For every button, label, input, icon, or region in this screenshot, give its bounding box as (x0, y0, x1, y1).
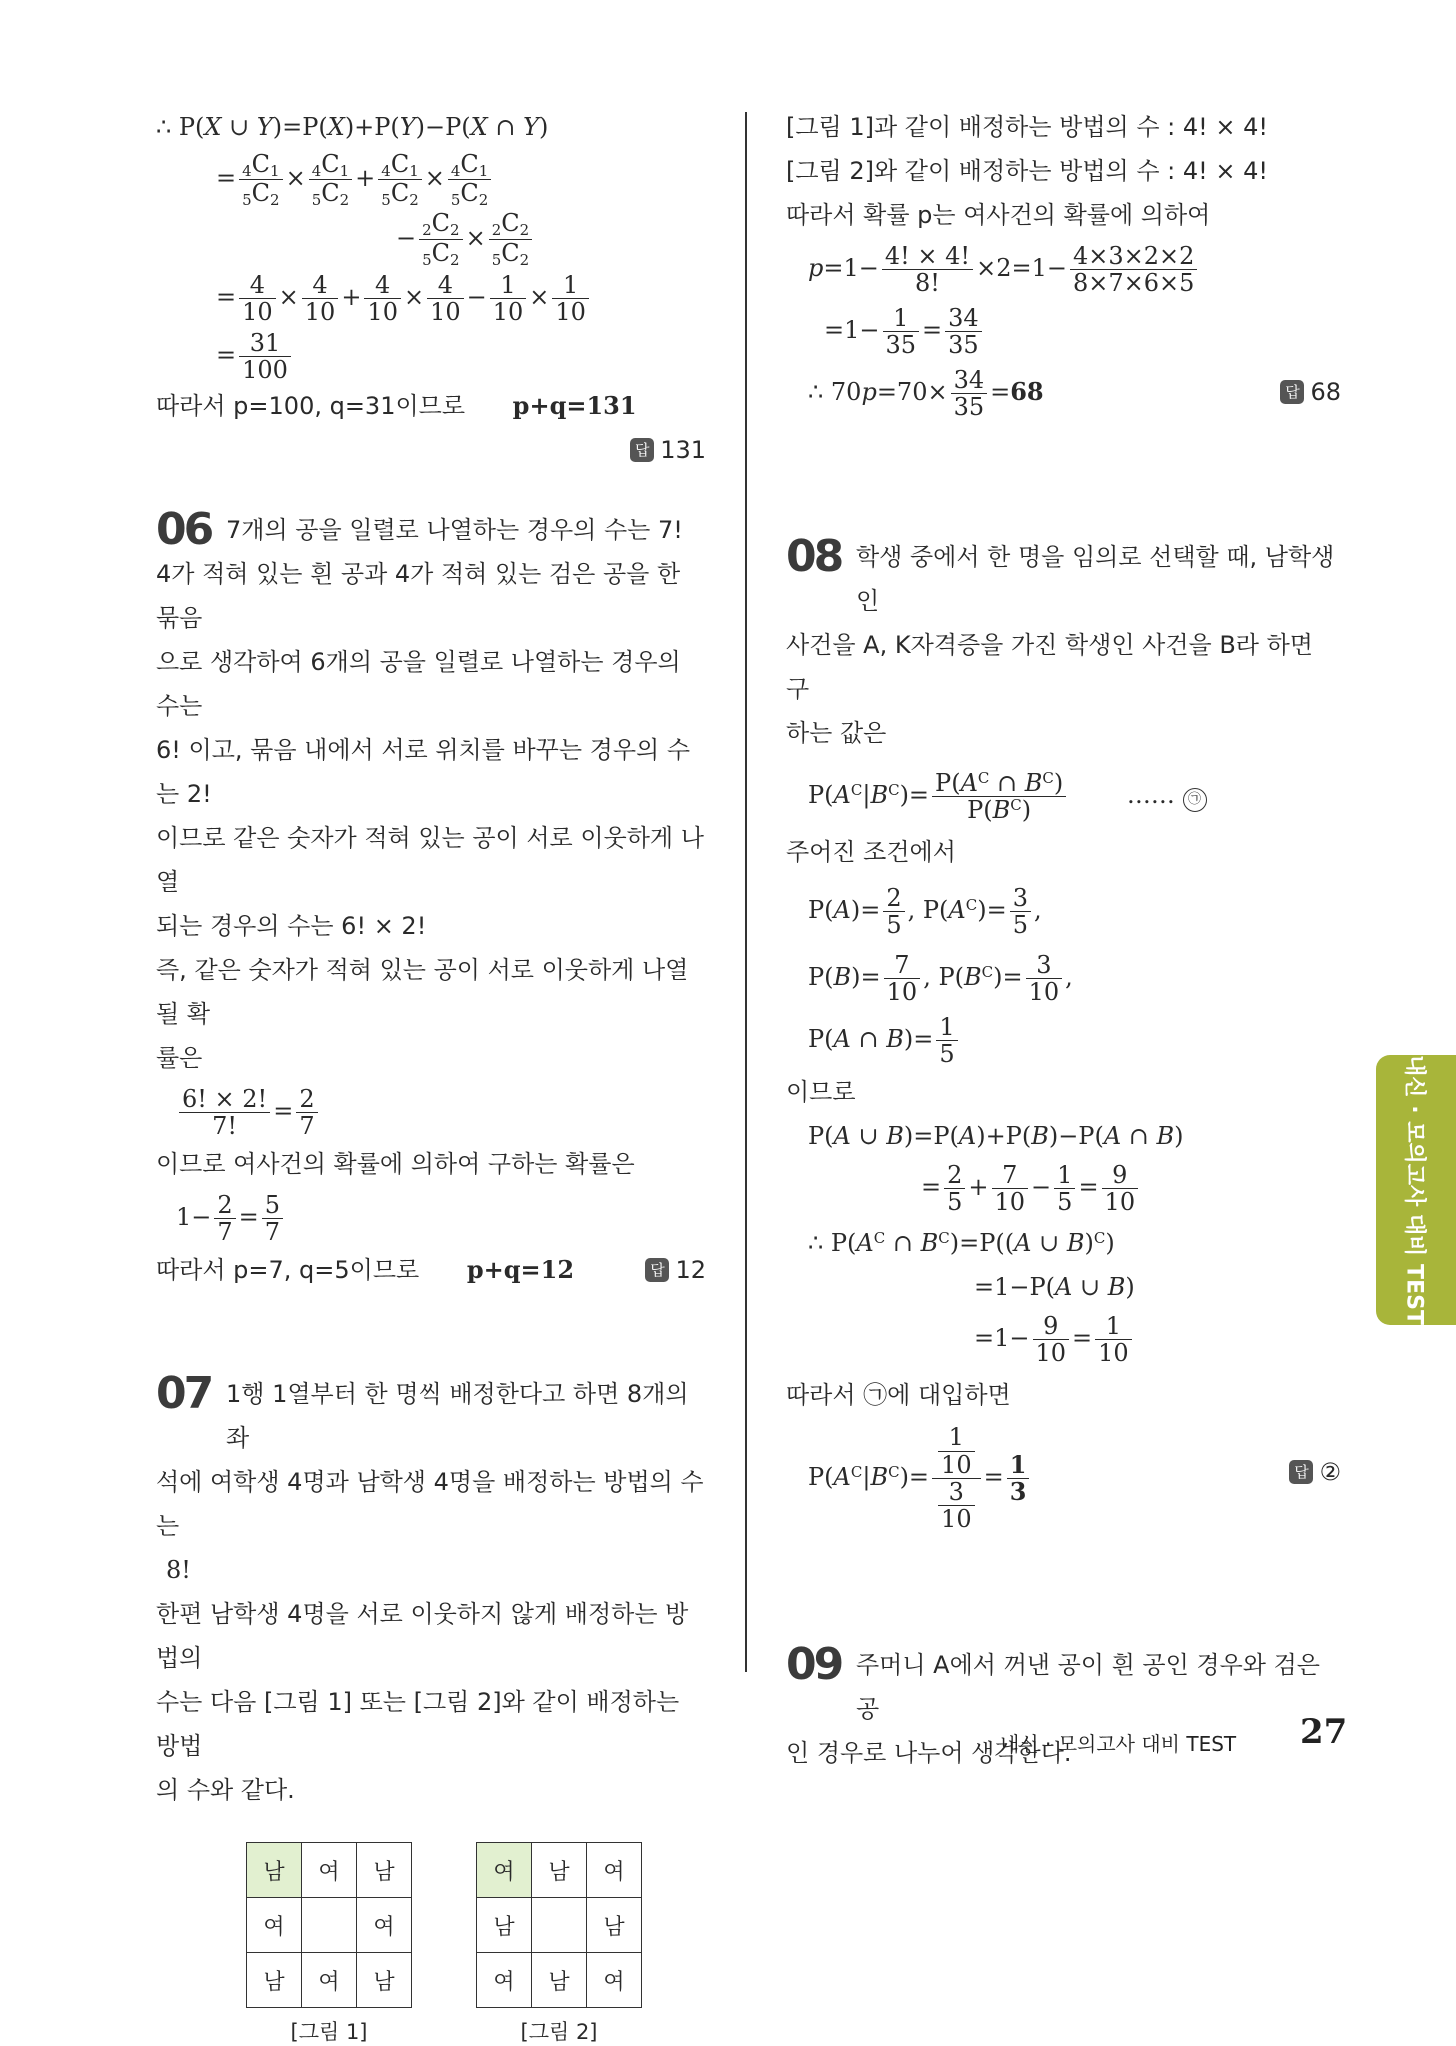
q08-line-1: 사건을 A, K자격증을 가진 학생인 사건을 B라 하면 구 (786, 631, 1313, 703)
q05-final-expr: p+q=131 (512, 391, 637, 420)
q06-final-expr: p+q=12 (466, 1255, 575, 1284)
seat-cell: 남 (357, 1953, 412, 2008)
numeric-expr: = $\frac{4}{10}$ × $\frac{4}{10}$ + $\frac{4}{10}$ × $\frac{4}{10}$ − $\frac{1}{10}$ × $\frac{1}{10}$ (156, 268, 706, 326)
q05-final-line (156, 384, 706, 464)
seat-cell: 남 (247, 1843, 302, 1898)
comb-expr-1: = $\frac{_4C_1}{_5C_2}$ × $\frac{_4C_1}{_5C_2}$ + $\frac{_4C_1}{_5C_2}$ × $\frac{_4C_1}{_5C_2}$ (156, 149, 706, 209)
q07-line-1: 석에 여학생 4명과 남학생 4명을 배정하는 방법의 수는 (156, 1468, 704, 1540)
q06-line-5: 되는 경우의 수는 6! × 2! (156, 912, 427, 940)
footer-title: 내신 · 모의고사 대비 TEST (1000, 1732, 1237, 1756)
q09-number: 09 (786, 1638, 842, 1690)
q05-solution-tail (156, 105, 706, 464)
q08-pa: P(A)= $\frac{2}{5}$ , $P(A^C)=$ $\frac{3}{5}$ , (808, 883, 1042, 939)
seat-figures (156, 1842, 706, 2046)
seat-cell: 여 (302, 1843, 357, 1898)
seat-cell: 여 (247, 1898, 302, 1953)
result-expr: = $\frac{31}{100}$ (156, 326, 706, 384)
q08-number: 08 (786, 531, 842, 582)
seat-grid-1 (246, 1842, 412, 2008)
seat-cell (532, 1898, 587, 1953)
q07-number: 07 (156, 1368, 212, 1419)
side-tab (1376, 1055, 1456, 1325)
q07-line-5: 의 수와 같다. (156, 1776, 295, 1804)
q08-complement-3: =1− $\frac{9}{10}$ = $\frac{1}{10}$ (786, 1309, 1341, 1367)
q07-prob-result: =1− $\frac{1}{35}$ = $\frac{34}{35}$ (786, 299, 1341, 361)
q07-solution (156, 1368, 706, 2046)
q08-pab: P(A ∩ B)= $\frac{1}{5}$ (786, 1008, 1341, 1070)
seat-cell: 남 (247, 1953, 302, 2008)
q06-line-6: 즉, 같은 숫자가 적혀 있는 공이 서로 이웃하게 나열될 확 (156, 956, 689, 1028)
figure-1-caption: [그림 1] (290, 2020, 368, 2044)
q07-right-line-2: 따라서 확률 p는 여사건의 확률에 의하여 (786, 201, 1211, 229)
q05-answer (630, 428, 706, 472)
seat-cell: 여 (587, 1843, 642, 1898)
answer-badge: 답 (1289, 1460, 1313, 1484)
q08-cond-text: 주어진 조건에서 (786, 838, 956, 866)
q08-solution (786, 531, 1341, 1534)
q06-line-4: 이므로 같은 숫자가 적혀 있는 공이 서로 이웃하게 나열 (156, 824, 704, 896)
seat-grid-2 (476, 1842, 642, 2008)
union-formula: ∴ P(X ∪ Y)=P(X)+P(Y)−P(X ∩ Y) (156, 113, 549, 141)
answer-badge: 답 (1280, 380, 1304, 404)
seat-cell: 남 (477, 1898, 532, 1953)
page-number: 27 (1300, 1712, 1348, 1752)
q08-union-value: = $\frac{2}{5}$ + $\frac{7}{10}$ − $\frac{1}{5}$ = $\frac{9}{10}$ (786, 1158, 1341, 1216)
answer-badge: 답 (645, 1258, 669, 1282)
q07-line-0: 1행 1열부터 한 명씩 배정한다고 하면 8개의 좌 (226, 1380, 689, 1452)
q05-final-text: 따라서 p=100, q=31이므로 (156, 392, 466, 420)
q08-pb: P(B)= $\frac{7}{10}$ , $P(B^C)=$ $\frac{3}{10}$ , (808, 950, 1073, 1006)
comb-expr-2: − $\frac{_2C_2}{_5C_2}$ × $\frac{_2C_2}{_5C_2}$ (156, 209, 706, 269)
q08-line-0: 학생 중에서 한 명을 임의로 선택할 때, 남학생인 (856, 543, 1335, 615)
seat-cell: 여 (477, 1843, 532, 1898)
q06-line-2: 으로 생각하여 6개의 공을 일렬로 나열하는 경우의 수는 (156, 648, 681, 720)
seat-cell: 남 (357, 1843, 412, 1898)
q07-continued (786, 105, 1341, 423)
q08-complement-2: =1−P(A ∪ B) (974, 1273, 1135, 1301)
q06-line-3: 6! 이고, 묶음 내에서 서로 위치를 바꾸는 경우의 수는 2! (156, 736, 691, 808)
figure-2-caption: [그림 2] (520, 2020, 598, 2044)
q05-answer-value: 131 (660, 436, 706, 464)
q06-answer-value: 12 (675, 1256, 706, 1284)
q06-answer (645, 1248, 706, 1292)
seat-cell: 여 (302, 1953, 357, 2008)
figure-2 (476, 1842, 642, 2046)
figure-1 (246, 1842, 412, 2046)
q08-complement: ∴ $P(A^C$ ∩ $B^C)=P((A$ ∪ B)$^C$) (808, 1229, 1115, 1257)
q08-line-2: 하는 값은 (786, 719, 887, 747)
q06-prob-expr: $\frac{6! \times 2!}{7!}$ = $\frac{2}{7}$ (156, 1080, 706, 1142)
q06-line-1: 4가 적혀 있는 흰 공과 4가 적혀 있는 검은 공을 한 묶음 (156, 560, 681, 632)
q09-line-1: 인 경우로 나누어 생각한다. (786, 1738, 1072, 1767)
q07-answer (1280, 361, 1341, 423)
q07-final-line: ∴ 70p=70× $\frac{34}{35}$ =68 답 68 (786, 361, 1341, 423)
seat-cell: 여 (477, 1953, 532, 2008)
left-column (156, 105, 706, 2046)
seat-cell (302, 1898, 357, 1953)
q07-line-4: 수는 다음 [그림 1] 또는 [그림 2]와 같이 배정하는 방법 (156, 1688, 680, 1760)
circle-marker-icon: ㉠ (1183, 788, 1207, 812)
seat-cell: 여 (587, 1953, 642, 2008)
seat-cell: 남 (532, 1843, 587, 1898)
q08-final: $P(A^C|B^C)=$ $\frac{\frac{1}{10}}{\frac{3}{10}}$ = $\frac{1}{3}$ 답 ② (786, 1417, 1341, 1533)
answer-badge: 답 (630, 438, 654, 462)
q06-line-7: 률은 (156, 1044, 203, 1072)
column-divider (745, 112, 747, 1672)
q08-answer (1289, 1417, 1341, 1527)
q09-line-0: 주머니 A에서 꺼낸 공이 흰 공인 경우와 검은 공 (856, 1650, 1320, 1723)
q07-answer-value: 68 (1310, 378, 1341, 406)
q07-right-line-0: [그림 1]과 같이 배정하는 방법의 수 : 4! × 4! (786, 113, 1269, 141)
q07-line-3: 한편 남학생 4명을 서로 이웃하지 않게 배정하는 방법의 (156, 1600, 689, 1672)
seat-cell: 여 (357, 1898, 412, 1953)
q08-subst-text: 따라서 ㉠에 대입하면 (786, 1381, 1011, 1409)
q07-line-2: 8! (166, 1556, 191, 1584)
side-tab-label: 내신 · 모의고사 대비 TEST (1401, 1055, 1427, 1325)
q08-union: P(A ∪ B)=P(A)+P(B)−P(A ∩ B) (808, 1122, 1184, 1150)
right-column (786, 105, 1341, 1775)
q06-mid-text: 이므로 여사건의 확률에 의하여 구하는 확률은 (156, 1150, 635, 1178)
q08-answer-value: ② (1319, 1458, 1341, 1486)
q08-cond-prob: $P(A^C|B^C)=$ $\frac{P(A^C \cap B^C)}{P(B^C)}$ …… ㉠ (786, 755, 1341, 830)
q06-solution (156, 504, 706, 1292)
q08-imuro: 이므로 (786, 1078, 856, 1106)
q06-line-0: 7개의 공을 일렬로 나열하는 경우의 수는 7! (226, 516, 683, 544)
q06-complement-expr: 1− $\frac{2}{7}$ = $\frac{5}{7}$ (156, 1186, 706, 1248)
q06-number: 06 (156, 504, 212, 555)
seat-cell: 남 (587, 1898, 642, 1953)
q07-prob-expr: p=1− $\frac{4! \times 4!}{8!}$ ×2=1− $\frac{4\times 3\times 2\times 2}{8\times 7\times 6\times 5}$ (786, 237, 1341, 299)
q07-right-line-1: [그림 2]와 같이 배정하는 방법의 수 : 4! × 4! (786, 157, 1269, 185)
seat-cell: 남 (532, 1953, 587, 2008)
q06-final-text: 따라서 p=7, q=5이므로 (156, 1256, 420, 1284)
q06-final-line (156, 1248, 706, 1292)
